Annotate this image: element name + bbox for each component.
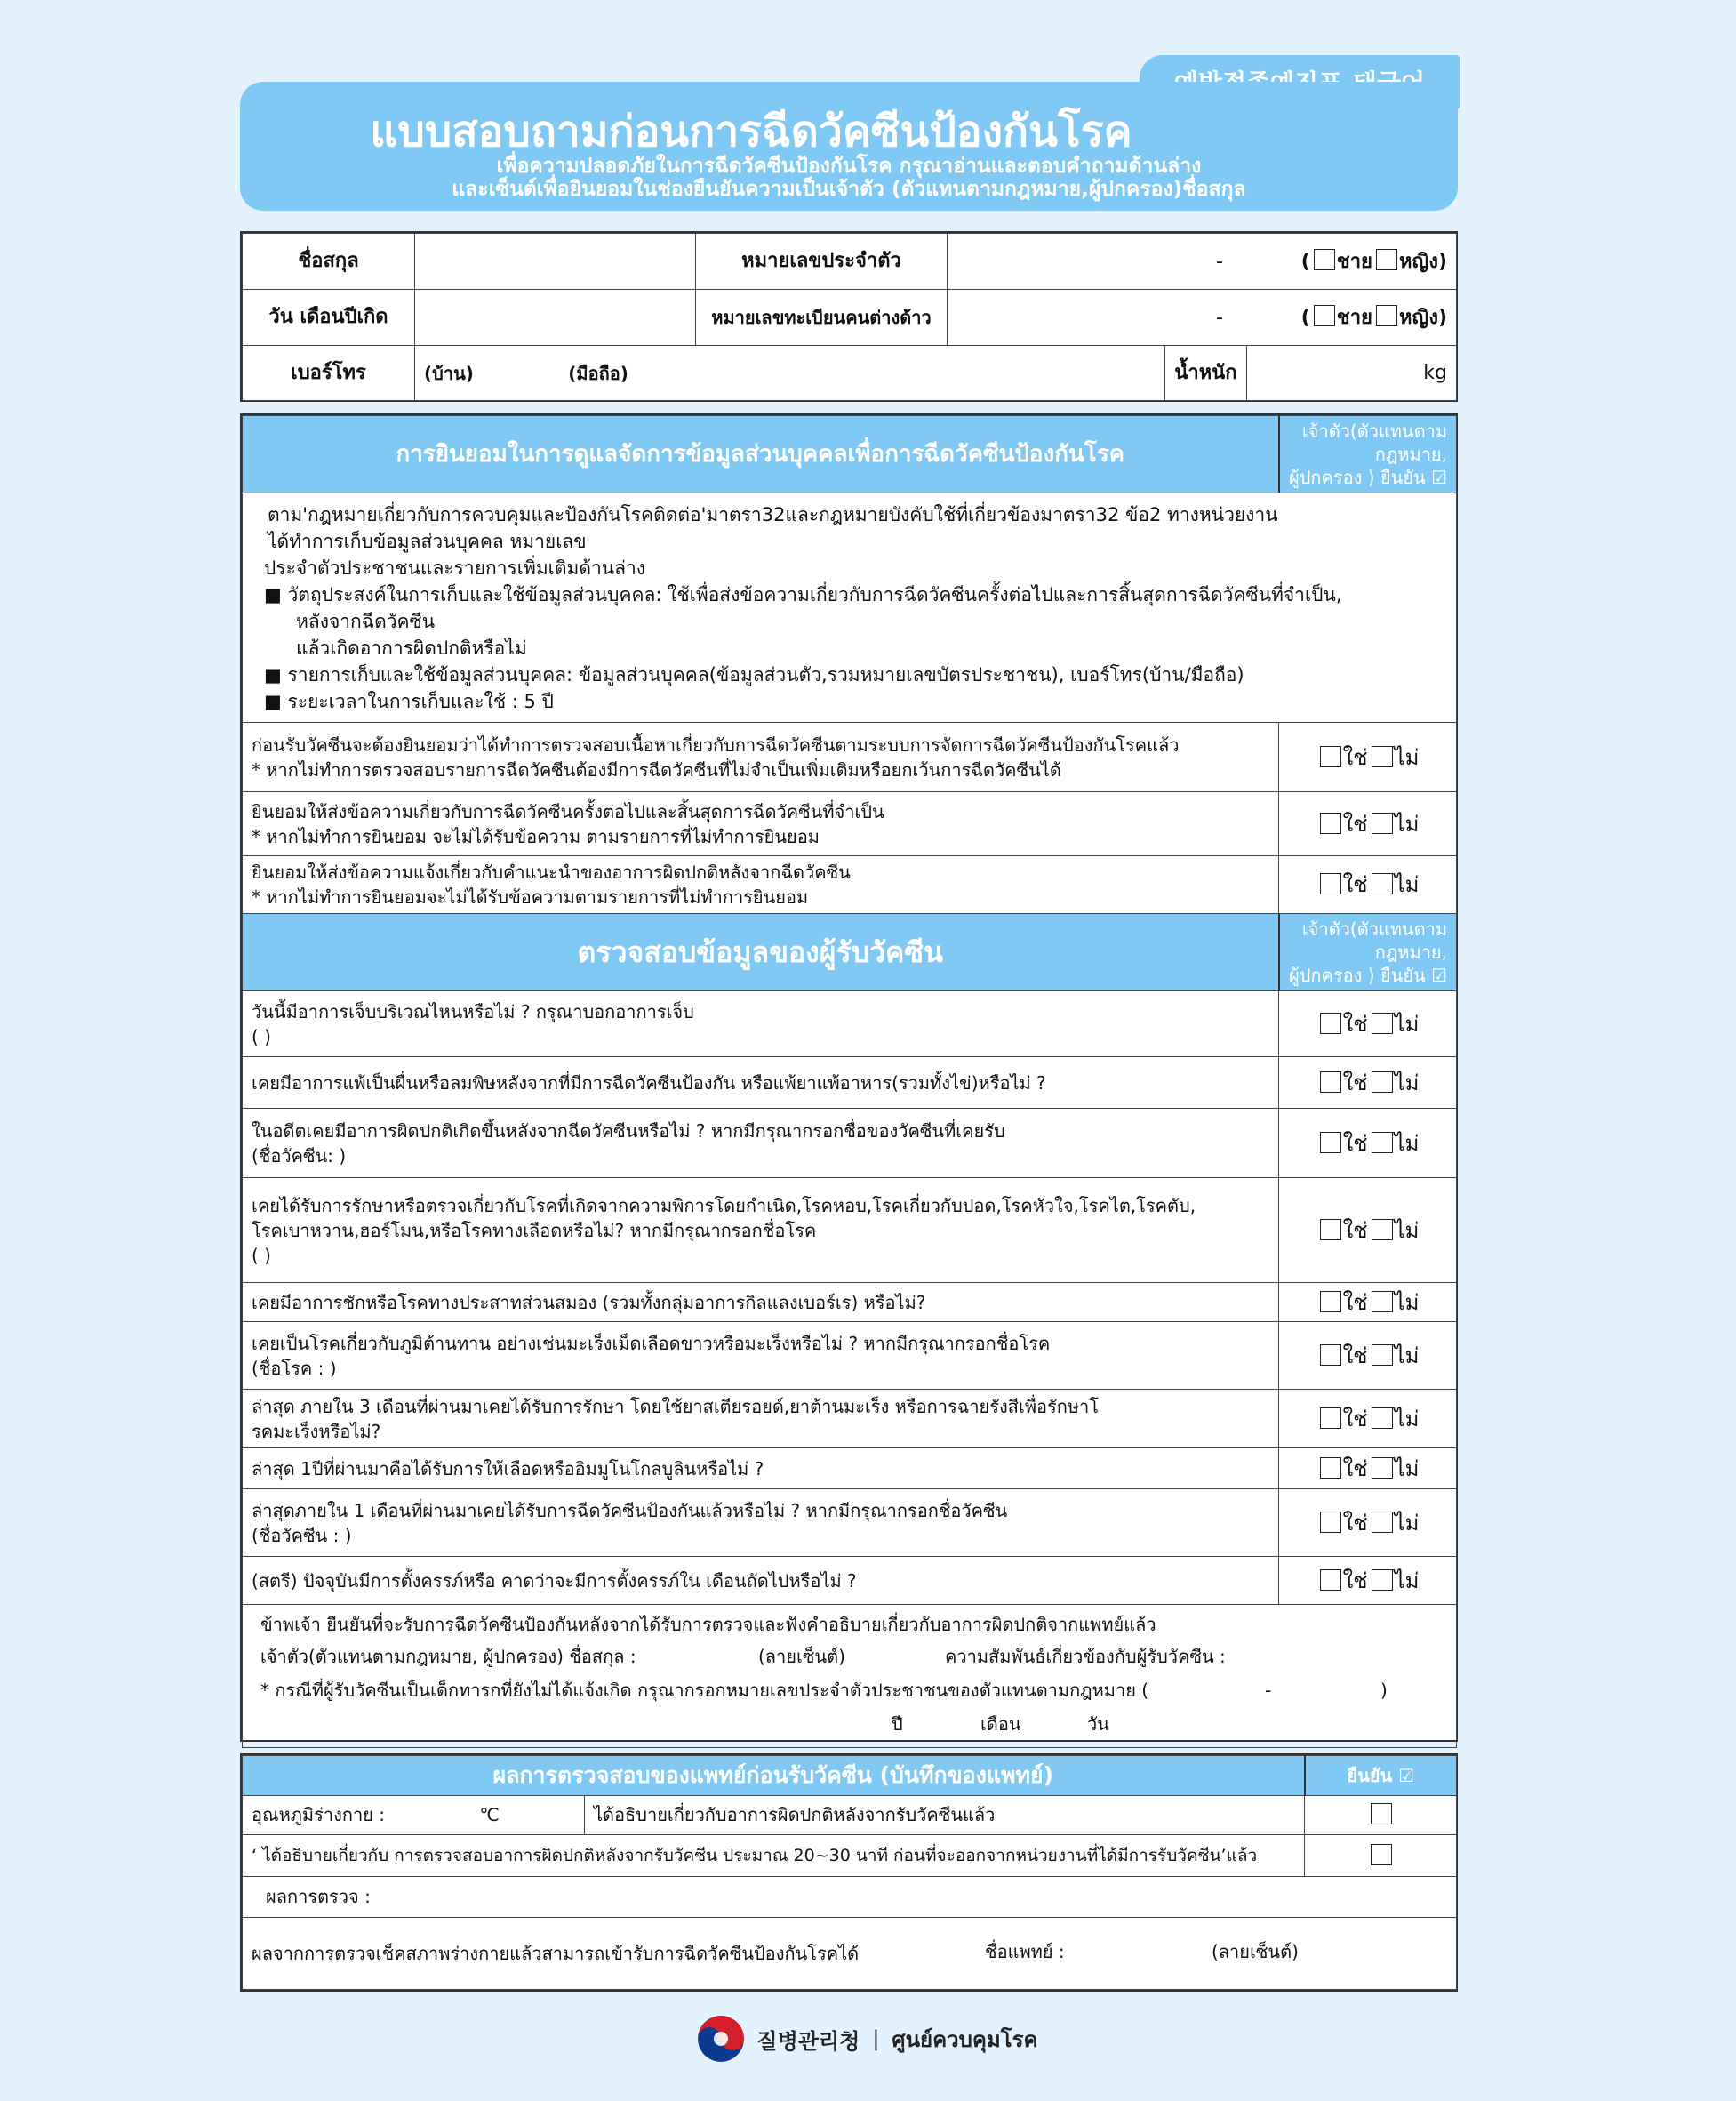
question-yes-no: ใช่ ไม่ (1279, 1489, 1457, 1557)
gender-select: ( ชาย หญิง) (1300, 250, 1447, 273)
no-checkbox[interactable] (1372, 1512, 1393, 1533)
weight-unit: kg (1423, 361, 1447, 384)
consent-yes-no-2: ใช่ ไม่ (1279, 792, 1457, 856)
weight-field[interactable] (1247, 346, 1457, 401)
no-checkbox[interactable] (1372, 1219, 1393, 1240)
doctor-confirm-header: ยืนยัน ☑ (1305, 1756, 1457, 1796)
gender-select-2: ( ชาย หญิง) (1300, 306, 1447, 329)
question-yes-no: ใช่ ไม่ (1279, 1322, 1457, 1390)
consent-section-title: การยินยอมในการดูแลจัดการข้อมูลส่วนบุคคลเพื่อการฉีดวัคซีนป้องกันโรค (243, 416, 1279, 493)
yes-checkbox[interactable] (1320, 746, 1341, 767)
yes-checkbox[interactable] (1320, 1512, 1341, 1533)
no-checkbox[interactable] (1372, 1013, 1393, 1034)
observation-explained: ‘ ได้อธิบายเกี่ยวกับ การตรวจสอบอาการผิดปกติหลังจากรับวัคซีน ประมาณ 20~30 นาที ก่อนที่จะออกจากหน่วยงานที่ได้มีการรับวัคซีน’แล้ว (243, 1835, 1305, 1877)
id-number-field[interactable] (948, 234, 1457, 290)
id-dash: - (1216, 250, 1223, 273)
foreign-dash: - (1216, 306, 1223, 329)
question-row: ในอดีตเคยมีอาการผิดปกติเกิดขึ้นหลังจากฉีดวัคซีนหรือไม่ ? หากมีกรุณากรอกชื่อของวัคซีนที่เคยรับ (ชื่อวัคซีน: ) (243, 1109, 1279, 1178)
yes-checkbox[interactable] (1320, 873, 1341, 894)
name-label: ชื่อสกุล (243, 234, 415, 290)
consent-intro: ตาม'กฎหมายเกี่ยวกับการควบคุมและป้องกันโรคติดต่อ'มาตรา32และกฎหมายบังคับใช้ที่เกี่ยวข้องมาตรา32 ข้อ2 ทางหน่วยงาน ได้ทำการเก็บข้อมูลส่วนบุคคล หมายเลข ประจำตัวประชาชนและรายการเพิ่มเติมด้านล่าง ■ วัตถุประสงค์ในการเก็บและใช้ข้อมูลส่วนบุคคล: ใช้เพื่อส่งข้อความเกี่ยวกับการฉีดวัคซีนครั้งต่อไปและการสิ้นสุดการฉีดวัคซีนที่จำเป็น, หลังจากฉีดวัคซีน แล้วเกิดอาการผิดปกติหรือไม่ ■ รายการเก็บและใช้ข้อมูลส่วนบุคคล: ข้อมูลส่วนบุคคล(ข้อมูลส่วนตัว,รวมหมายเลขบัตรประชาชน), เบอร์โทร(บ้าน/มือถือ) ■ ระยะเวลาในการเก็บและใช้ : 5 ปี (243, 493, 1457, 723)
id-number-label: หมายเลขประจำตัว (696, 234, 948, 290)
date-month-label: เดือน (980, 1713, 1021, 1735)
doctor-signature-label: (ลายเซ็นต์) (1212, 1941, 1299, 1963)
eligible-statement: ผลจากการตรวจเช็คสภาพร่างกายแล้วสามารถเข้ารับการฉีดวัคซีนป้องกันโรคได้ (252, 1943, 860, 1965)
consent-yes-no-1: ใช่ ไม่ (1279, 723, 1457, 792)
doctor-signature-row (243, 1918, 1457, 1990)
kdca-thai-name: ศูนย์ควบคุมโรค (892, 2026, 1038, 2052)
question-yes-no: ใช่ ไม่ (1279, 1109, 1457, 1178)
guardian-id-close: ) (1380, 1680, 1388, 1701)
question-yes-no: ใช่ ไม่ (1279, 1057, 1457, 1109)
consent-yes-no-3: ใช่ ไม่ (1279, 856, 1457, 914)
question-yes-no: ใช่ ไม่ (1279, 1283, 1457, 1322)
question-row: เคยมีอาการแพ้เป็นผื่นหรือลมพิษหลังจากที่มีการฉีดวัคซีนป้องกัน หรือแพ้ยาแพ้อาหาร(รวมทั้งไข่)หรือไม่ ? (243, 1057, 1279, 1109)
observation-checkbox[interactable] (1371, 1844, 1392, 1865)
form-subtitle-1: เพื่อความปลอดภัยในการฉีดวัคซีนป้องกันโรค กรุณาอ่านและตอบคำถามด้านล่าง (496, 155, 1202, 178)
recipient-check-title: ตรวจสอบข้อมูลของผู้รับวัคซีน (243, 914, 1279, 991)
recipient-signature-block: ข้าพเจ้า ยืนยันที่จะรับการฉีดวัคซีนป้องกันหลังจากได้รับการตรวจและฟังคำอธิบายเกี่ยวกับอาการผิดปกติจากแพทย์แล้ว เจ้าตัว(ตัวแทนตามกฎหมาย, ผู้ปกครอง) ชื่อสกุล : (ลายเซ็นต์) ความสัมพันธ์เกี่ยวข้องกับผู้รับวัคซีน : * กรณีที่ผู้รับวัคซีนเป็นเด็กทารกที่ยังไม่ได้แจ้งเกิด กรุณากรอกหมายเลขประจำตัวประชาชนของตัวแทนตามกฎหมาย ( - ) ปี เดือน วัน (243, 1605, 1457, 1748)
no-checkbox[interactable] (1372, 873, 1393, 894)
female-checkbox[interactable] (1376, 249, 1397, 270)
question-row: ล่าสุดภายใน 1 เดือนที่ผ่านมาเคยได้รับการฉีดวัคซีนป้องกันแล้วหรือไม่ ? หากมีกรุณากรอกชื่อวัคซีน (ชื่อวัคซีน : ) (243, 1489, 1279, 1557)
question-row: เคยเป็นโรคเกี่ยวกับภูมิต้านทาน อย่างเช่นมะเร็งเม็ดเลือดขาวหรือมะเร็งหรือไม่ ? หากมีกรุณากรอกชื่อโรค (ชื่อโรค : ) (243, 1322, 1279, 1390)
yes-checkbox[interactable] (1320, 1569, 1341, 1591)
name-field[interactable] (415, 234, 696, 290)
doctor-section (240, 1753, 1458, 1992)
foreign-registration-field[interactable] (948, 290, 1457, 346)
taegeuk-logo-icon (698, 2016, 744, 2062)
yes-checkbox[interactable] (1320, 1291, 1341, 1312)
consent-row: ก่อนรับวัคซีนจะต้องยินยอมว่าได้ทำการตรวจสอบเนื้อหาเกี่ยวกับการฉีดวัคซีนตามระบบการจัดการฉีดวัคซีนป้องกันโรคแล้ว * หากไม่ทำการตรวจสอบรายการฉีดวัคซีนต้องมีการฉีดวัคซีนที่ไม่จำเป็นเพิ่มเติมหรือยกเว้นการฉีดวัคซีนได้ (243, 723, 1279, 792)
guardian-id-dash: - (1265, 1680, 1272, 1701)
home-phone-label: (บ้าน) (424, 362, 474, 384)
no-checkbox[interactable] (1372, 1344, 1393, 1366)
question-row: เคยมีอาการชักหรือโรคทางประสาทส่วนสมอง (รวมทั้งกลุ่มอาการกิลแลงเบอร์เร) หรือไม่? (243, 1283, 1279, 1322)
male-checkbox-2[interactable] (1314, 305, 1335, 326)
no-checkbox[interactable] (1372, 1569, 1393, 1591)
doctor-section-title: ผลการตรวจสอบของแพทย์ก่อนรับวัคซีน (บันทึกของแพทย์) (243, 1756, 1305, 1796)
personal-info-section (240, 231, 1458, 402)
yes-checkbox[interactable] (1320, 813, 1341, 834)
infant-guardian-id-note: * กรณีที่ผู้รับวัคซีนเป็นเด็กทารกที่ยังไม่ได้แจ้งเกิด กรุณากรอกหมายเลขประจำตัวประชาชนของตัวแทนตามกฎหมาย ( (260, 1680, 1149, 1701)
question-row: ล่าสุด ภายใน 3 เดือนที่ผ่านมาเคยได้รับการรักษา โดยใช้ยาสเตียรอยด์,ยาต้านมะเร็ง หรือการฉายรังสีเพื่อรักษาโ รคมะเร็งหรือไม่? (243, 1390, 1279, 1448)
exam-result-field[interactable]: ผลการตรวจ : (243, 1876, 1457, 1918)
male-checkbox[interactable] (1314, 249, 1335, 270)
form-subtitle-2: และเซ็นต์เพื่อยินยอมในช่องยืนยันความเป็นเจ้าตัว (ตัวแทนตามกฎหมาย,ผู้ปกครอง)ชื่อสกุล (452, 178, 1246, 201)
guardian-name-label: เจ้าตัว(ตัวแทนตามกฎหมาย, ผู้ปกครอง) ชื่อสกุล : (260, 1646, 636, 1667)
kdca-korean-name: 질병관리청 (756, 2028, 860, 2054)
question-yes-no: ใช่ ไม่ (1279, 1557, 1457, 1605)
recipient-confirm-header: เจ้าตัว(ตัวแทนตามกฎหมาย, ผู้ปกครอง ) ยืนยัน ☑ (1279, 914, 1457, 991)
signature-label: (ลายเซ็นต์) (758, 1646, 845, 1667)
dob-label: วัน เดือนปีเกิด (243, 290, 415, 346)
yes-checkbox[interactable] (1320, 1344, 1341, 1366)
yes-checkbox[interactable] (1320, 1219, 1341, 1240)
foreign-registration-label: หมายเลขทะเบียนคนต่างด้าว (696, 290, 948, 346)
observation-confirm-cell (1305, 1835, 1457, 1877)
footer (0, 2012, 1736, 2065)
question-row: วันนี้มีอาการเจ็บบริเวณไหนหรือไม่ ? กรุณาบอกอาการเจ็บ ( ) (243, 991, 1279, 1057)
no-checkbox[interactable] (1372, 1457, 1393, 1479)
phone-field[interactable] (415, 346, 1165, 401)
explained-confirm-cell (1305, 1795, 1457, 1835)
consent-and-check-section (240, 413, 1458, 1742)
no-checkbox[interactable] (1372, 1407, 1393, 1429)
question-row: เคยได้รับการรักษาหรือตรวจเกี่ยวกับโรคที่เกิดจากความพิการโดยกำเนิด,โรคหอบ,โรคเกี่ยวกับปอด,โรคหัวใจ,โรคไต,โรคตับ, โรคเบาหวาน,ฮอร์โมน,หรือโรคทางเลือดหรือไม่? หากมีกรุณากรอกชื่อโรค ( ) (243, 1178, 1279, 1283)
yes-checkbox[interactable] (1320, 1457, 1341, 1479)
weight-label: น้ำหนัก (1165, 346, 1247, 401)
consent-confirm-header: เจ้าตัว(ตัวแทนตามกฎหมาย, ผู้ปกครอง ) ยืนยัน ☑ (1279, 416, 1457, 493)
dob-field[interactable] (415, 290, 696, 346)
body-temperature-field[interactable]: อุณหภูมิร่างกาย : ℃ (243, 1795, 585, 1835)
no-checkbox[interactable] (1372, 746, 1393, 767)
explained-adverse-effects: ได้อธิบายเกี่ยวกับอาการผิดปกติหลังจากรับวัคซีนแล้ว (585, 1795, 1305, 1835)
question-yes-no: ใช่ ไม่ (1279, 1390, 1457, 1448)
explained-checkbox[interactable] (1371, 1803, 1392, 1824)
no-checkbox[interactable] (1372, 813, 1393, 834)
phone-label: เบอร์โทร (243, 346, 415, 401)
question-row: (สตรี) ปัจจุบันมีการตั้งครรภ์หรือ คาดว่าจะมีการตั้งครรภ์ใน เดือนถัดไปหรือไม่ ? (243, 1557, 1279, 1605)
no-checkbox[interactable] (1372, 1291, 1393, 1312)
consent-row: ยินยอมให้ส่งข้อความเกี่ยวกับการฉีดวัคซีนครั้งต่อไปและสิ้นสุดการฉีดวัคซีนที่จำเป็น * หากไม่ทำการยินยอม จะไม่ได้รับข้อความ ตามรายการที่ไม่ทำการยินยอม (243, 792, 1279, 856)
no-checkbox[interactable] (1372, 1071, 1393, 1093)
yes-checkbox[interactable] (1320, 1013, 1341, 1034)
female-checkbox-2[interactable] (1376, 305, 1397, 326)
yes-checkbox[interactable] (1320, 1407, 1341, 1429)
question-yes-no: ใช่ ไม่ (1279, 991, 1457, 1057)
celsius-unit: ℃ (479, 1804, 500, 1826)
question-yes-no: ใช่ ไม่ (1279, 1448, 1457, 1489)
no-checkbox[interactable] (1372, 1132, 1393, 1153)
form-title: แบบสอบถามก่อนการฉีดวัคซีนป้องกันโรค (370, 107, 1132, 156)
question-row: ล่าสุด 1ปีที่ผ่านมาคือได้รับการให้เลือดหรืออิมมูโนโกลบูลินหรือไม่ ? (243, 1448, 1279, 1489)
consent-row: ยินยอมให้ส่งข้อความแจ้งเกี่ยวกับคำแนะนำของอาการผิดปกติหลังจากฉีดวัคซีน * หากไม่ทำการยินยอมจะไม่ได้รับข้อความตามรายการที่ไม่ทำการยินยอม (243, 856, 1279, 914)
footer-separator: | (872, 2026, 880, 2051)
relationship-label: ความสัมพันธ์เกี่ยวข้องกับผู้รับวัคซีน : (945, 1646, 1226, 1667)
mobile-phone-label: (มือถือ) (568, 362, 628, 384)
yes-checkbox[interactable] (1320, 1132, 1341, 1153)
question-yes-no: ใช่ ไม่ (1279, 1178, 1457, 1283)
yes-checkbox[interactable] (1320, 1071, 1341, 1093)
date-day-label: วัน (1087, 1713, 1109, 1735)
doctor-name-label: ชื่อแพทย์ : (985, 1941, 1065, 1963)
form-header (240, 82, 1458, 211)
date-year-label: ปี (892, 1713, 903, 1735)
